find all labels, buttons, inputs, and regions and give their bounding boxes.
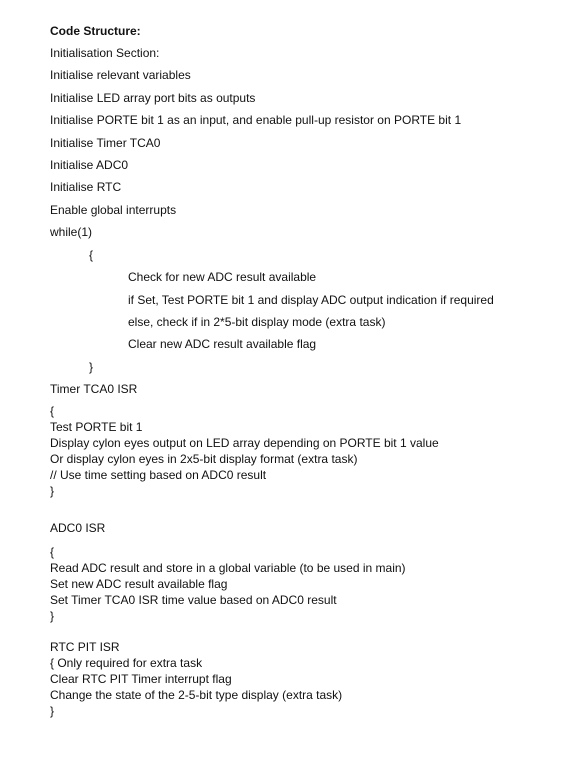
adc0-isr-line: Read ADC result and store in a global variable (to be used in main) bbox=[50, 561, 406, 575]
adc0-isr-line: Set new ADC result available flag bbox=[50, 577, 228, 591]
rtc-isr-line: Change the state of the 2-5-bit type display (extra task) bbox=[50, 688, 343, 702]
main-loop-line: Clear new ADC result available flag bbox=[128, 337, 317, 351]
adc0-isr-line: } bbox=[50, 609, 55, 623]
init-line: Initialise LED array port bits as outputs bbox=[50, 91, 256, 105]
rtc-isr-line: Clear RTC PIT Timer interrupt flag bbox=[50, 672, 232, 686]
adc0-isr-title: ADC0 ISR bbox=[50, 521, 106, 535]
main-loop-line: else, check if in 2*5-bit display mode (extra task) bbox=[128, 315, 386, 329]
rtc-isr-title: RTC PIT ISR bbox=[50, 640, 120, 654]
init-line: Initialise ADC0 bbox=[50, 158, 129, 172]
tca0-isr-line: Test PORTE bit 1 bbox=[50, 420, 143, 434]
tca0-isr-line: Display cylon eyes output on LED array depending on PORTE bit 1 value bbox=[50, 436, 439, 450]
tca0-isr-line: } bbox=[50, 484, 55, 498]
tca0-isr-line: // Use time setting based on ADC0 result bbox=[50, 468, 267, 482]
init-line: Initialise Timer TCA0 bbox=[50, 136, 161, 150]
document-title: Code Structure: bbox=[50, 24, 141, 38]
main-loop-close-brace: } bbox=[89, 360, 94, 374]
adc0-isr-line: Set Timer TCA0 ISR time value based on ADC0 result bbox=[50, 593, 337, 607]
adc0-isr-line: { bbox=[50, 545, 55, 559]
tca0-isr-line: { bbox=[50, 404, 55, 418]
init-line: Initialise PORTE bit 1 as an input, and enable pull-up resistor on PORTE bit 1 bbox=[50, 113, 462, 127]
tca0-isr-title: Timer TCA0 ISR bbox=[50, 382, 138, 396]
main-loop-line: Check for new ADC result available bbox=[128, 270, 317, 284]
main-loop-line: if Set, Test PORTE bit 1 and display ADC output indication if required bbox=[128, 293, 494, 307]
init-section-heading: Initialisation Section: bbox=[50, 46, 160, 60]
tca0-isr-line: Or display cylon eyes in 2x5-bit display format (extra task) bbox=[50, 452, 358, 466]
main-loop-open-brace: { bbox=[89, 248, 94, 262]
rtc-isr-line: } bbox=[50, 704, 55, 718]
init-line: Initialise RTC bbox=[50, 180, 122, 194]
init-line: Initialise relevant variables bbox=[50, 68, 191, 82]
init-line: Enable global interrupts bbox=[50, 203, 177, 217]
rtc-isr-line: { Only required for extra task bbox=[50, 656, 203, 670]
main-loop-header: while(1) bbox=[50, 225, 93, 239]
